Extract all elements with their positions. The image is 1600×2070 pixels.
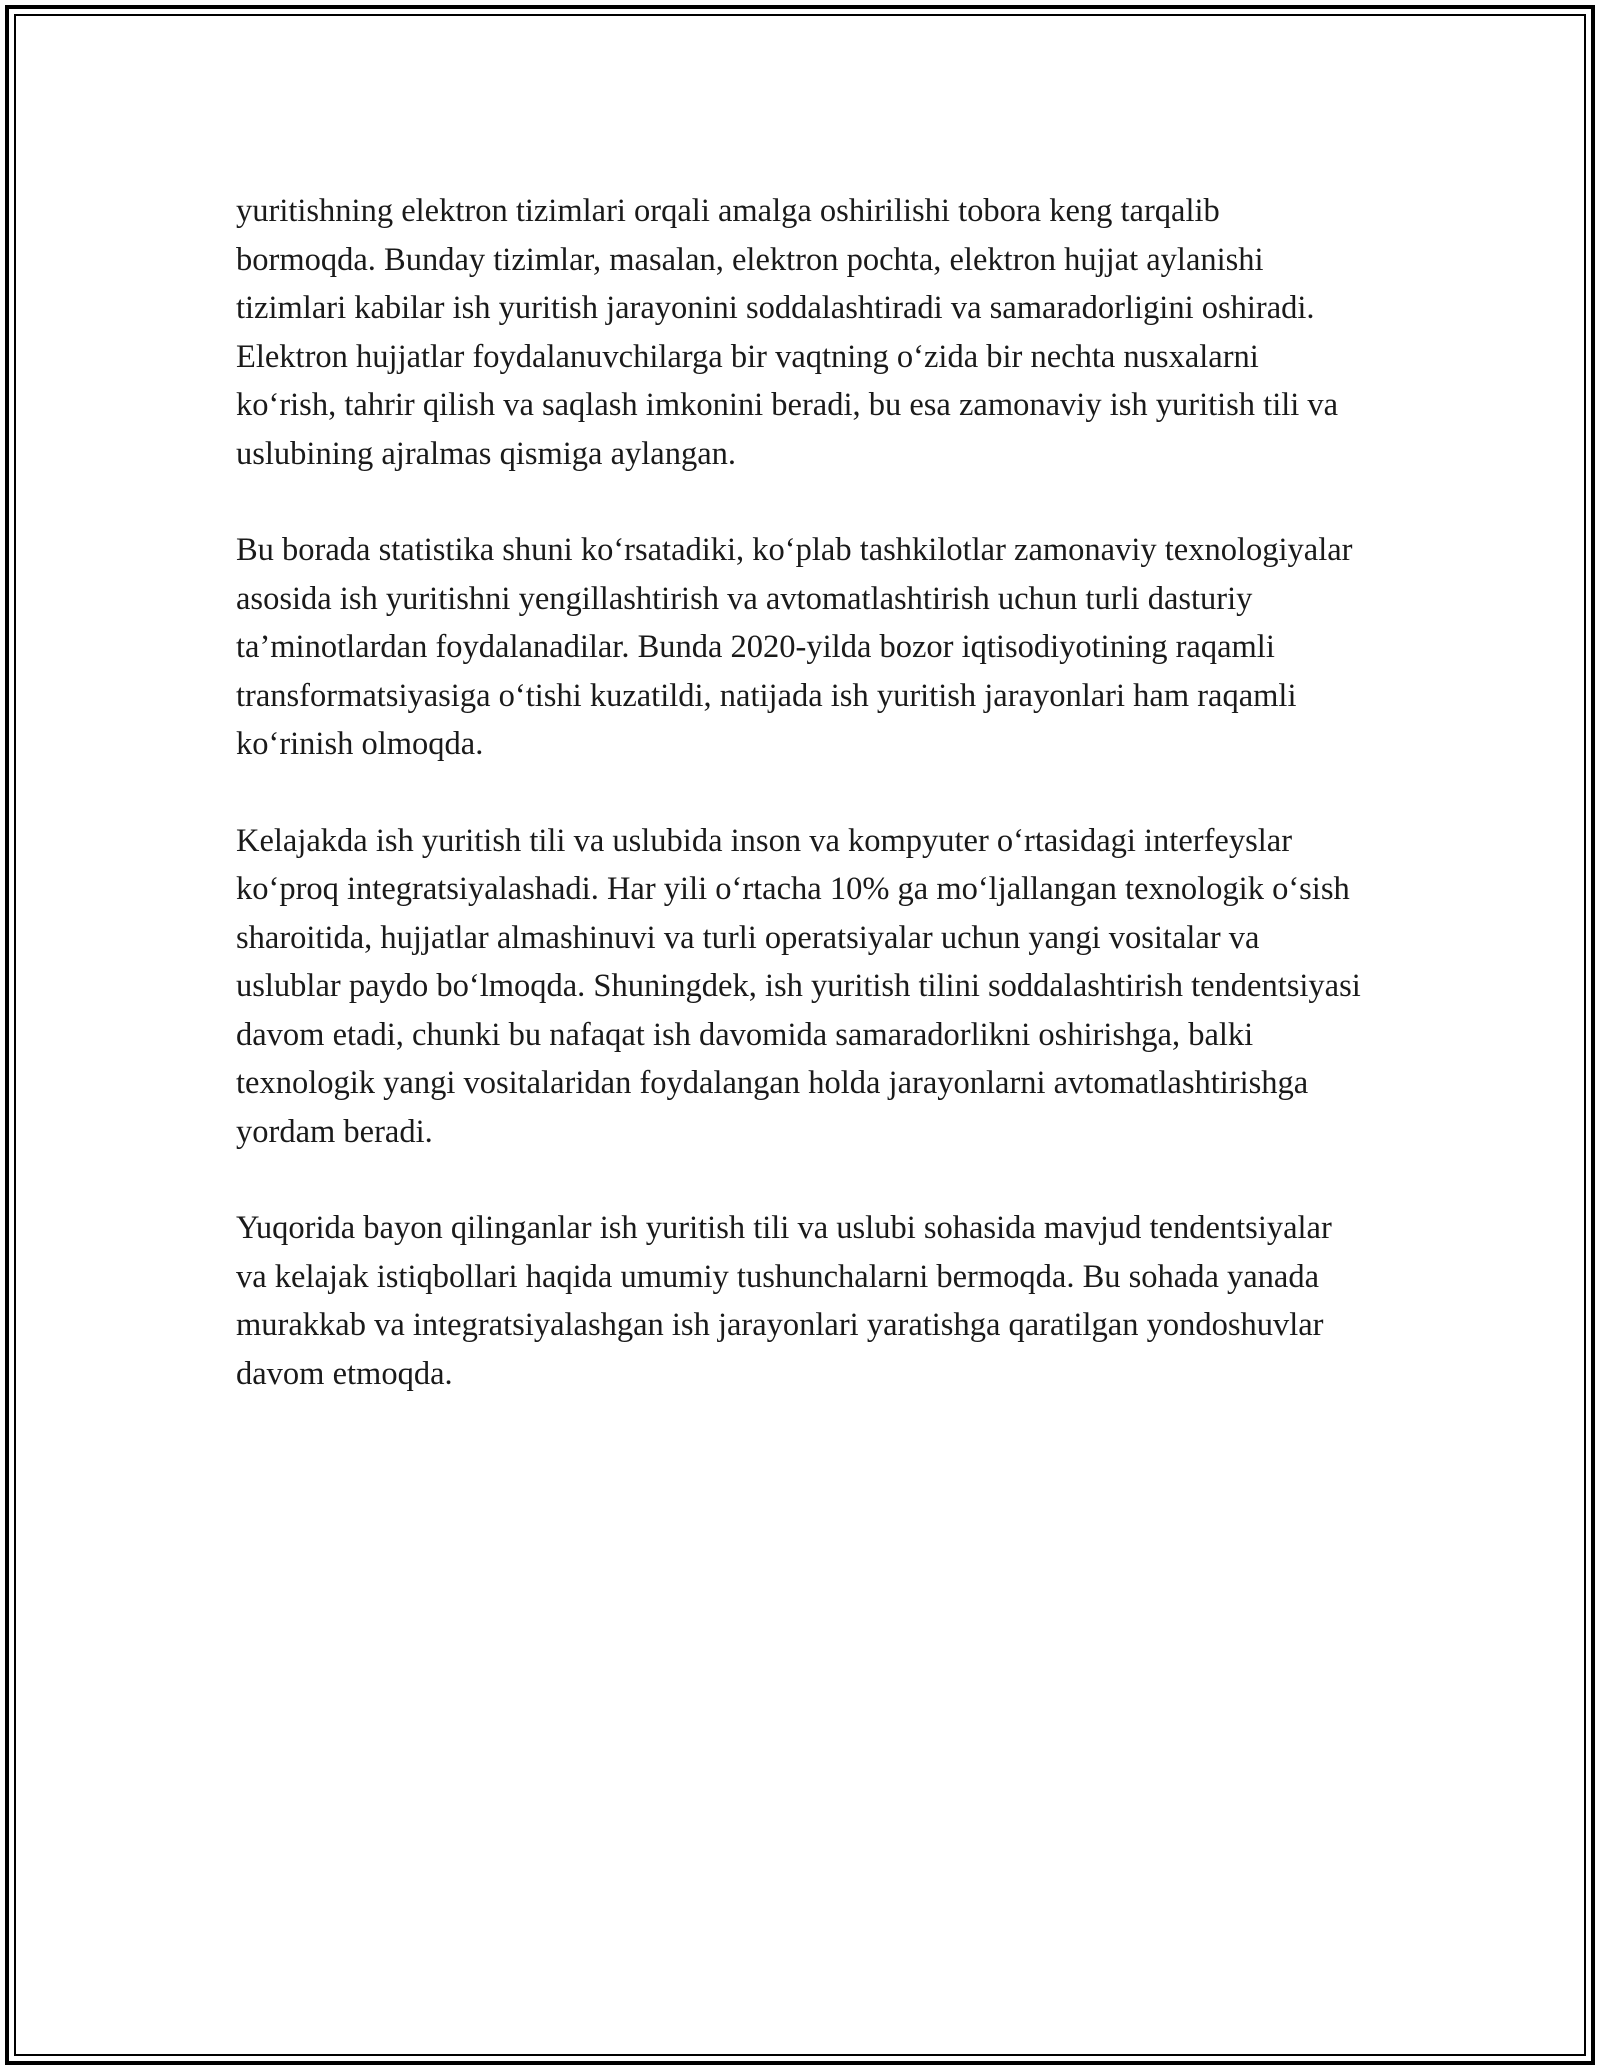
paragraph-statistics: Bu borada statistika shuni ko‘rsatadiki, ko‘plab tashkilotlar zamonaviy texnologiyalar asosida ish yuritishni yengillashtirish va avtomatlashtirish uchun turli dasturiy ta’minotlardan foydalanadilar. Bunda 2020-yilda bozor iqtisodiyotining raqamli transformatsiyasiga o‘tishi kuzatildi, natijada ish yuritish jarayonlari ham raqamli ko‘rinish olmoqda. bbox=[236, 532, 1353, 762]
document-body bbox=[236, 187, 1366, 1446]
paragraph-future-interfaces: Kelajakda ish yuritish tili va uslubida inson va kompyuter o‘rtasidagi interfeyslar ko‘proq integratsiyalashadi. Har yili o‘rtacha 10% ga mo‘ljallangan texnologik o‘sish sharoitida, hujjatlar almashinuvi va turli operatsiyalar uchun yangi vositalar va uslublar paydo bo‘lmoqda. Shuningdek, ish yuritish tilini soddalashtirish tendentsiyasi davom etadi, chunki bu nafaqat ish davomida samaradorlikni oshirishga, balki texnologik yangi vositalaridan foydalangan holda jarayonlarni avtomatlashtirishga yordam beradi. bbox=[236, 822, 1361, 1150]
paragraph-conclusion: Yuqorida bayon qilinganlar ish yuritish tili va uslubi sohasida mavjud tendentsiyalar va kelajak istiqbollari haqida umumiy tushunchalarni bermoqda. Bu sohada yanada murakkab va integratsiyalashgan ish jarayonlari yaratishga qaratilgan yondoshuvlar davom etmoqda. bbox=[236, 1210, 1332, 1392]
paragraph-electronic-systems: yuritishning elektron tizimlari orqali amalga oshirilishi tobora keng tarqalib bormoqda. Bunday tizimlar, masalan, elektron pochta, elektron hujjat aylanishi tizimlari kabilar ish yuritish jarayonini soddalashtiradi va samaradorligini oshiradi. Elektron hujjatlar foydalanuvchilarga bir vaqtning o‘zida bir nechta nusxalarni ko‘rish, tahrir qilish va saqlash imkonini beradi, bu esa zamonaviy ish yuritish tili va uslubining ajralmas qismiga aylangan. bbox=[236, 193, 1339, 472]
